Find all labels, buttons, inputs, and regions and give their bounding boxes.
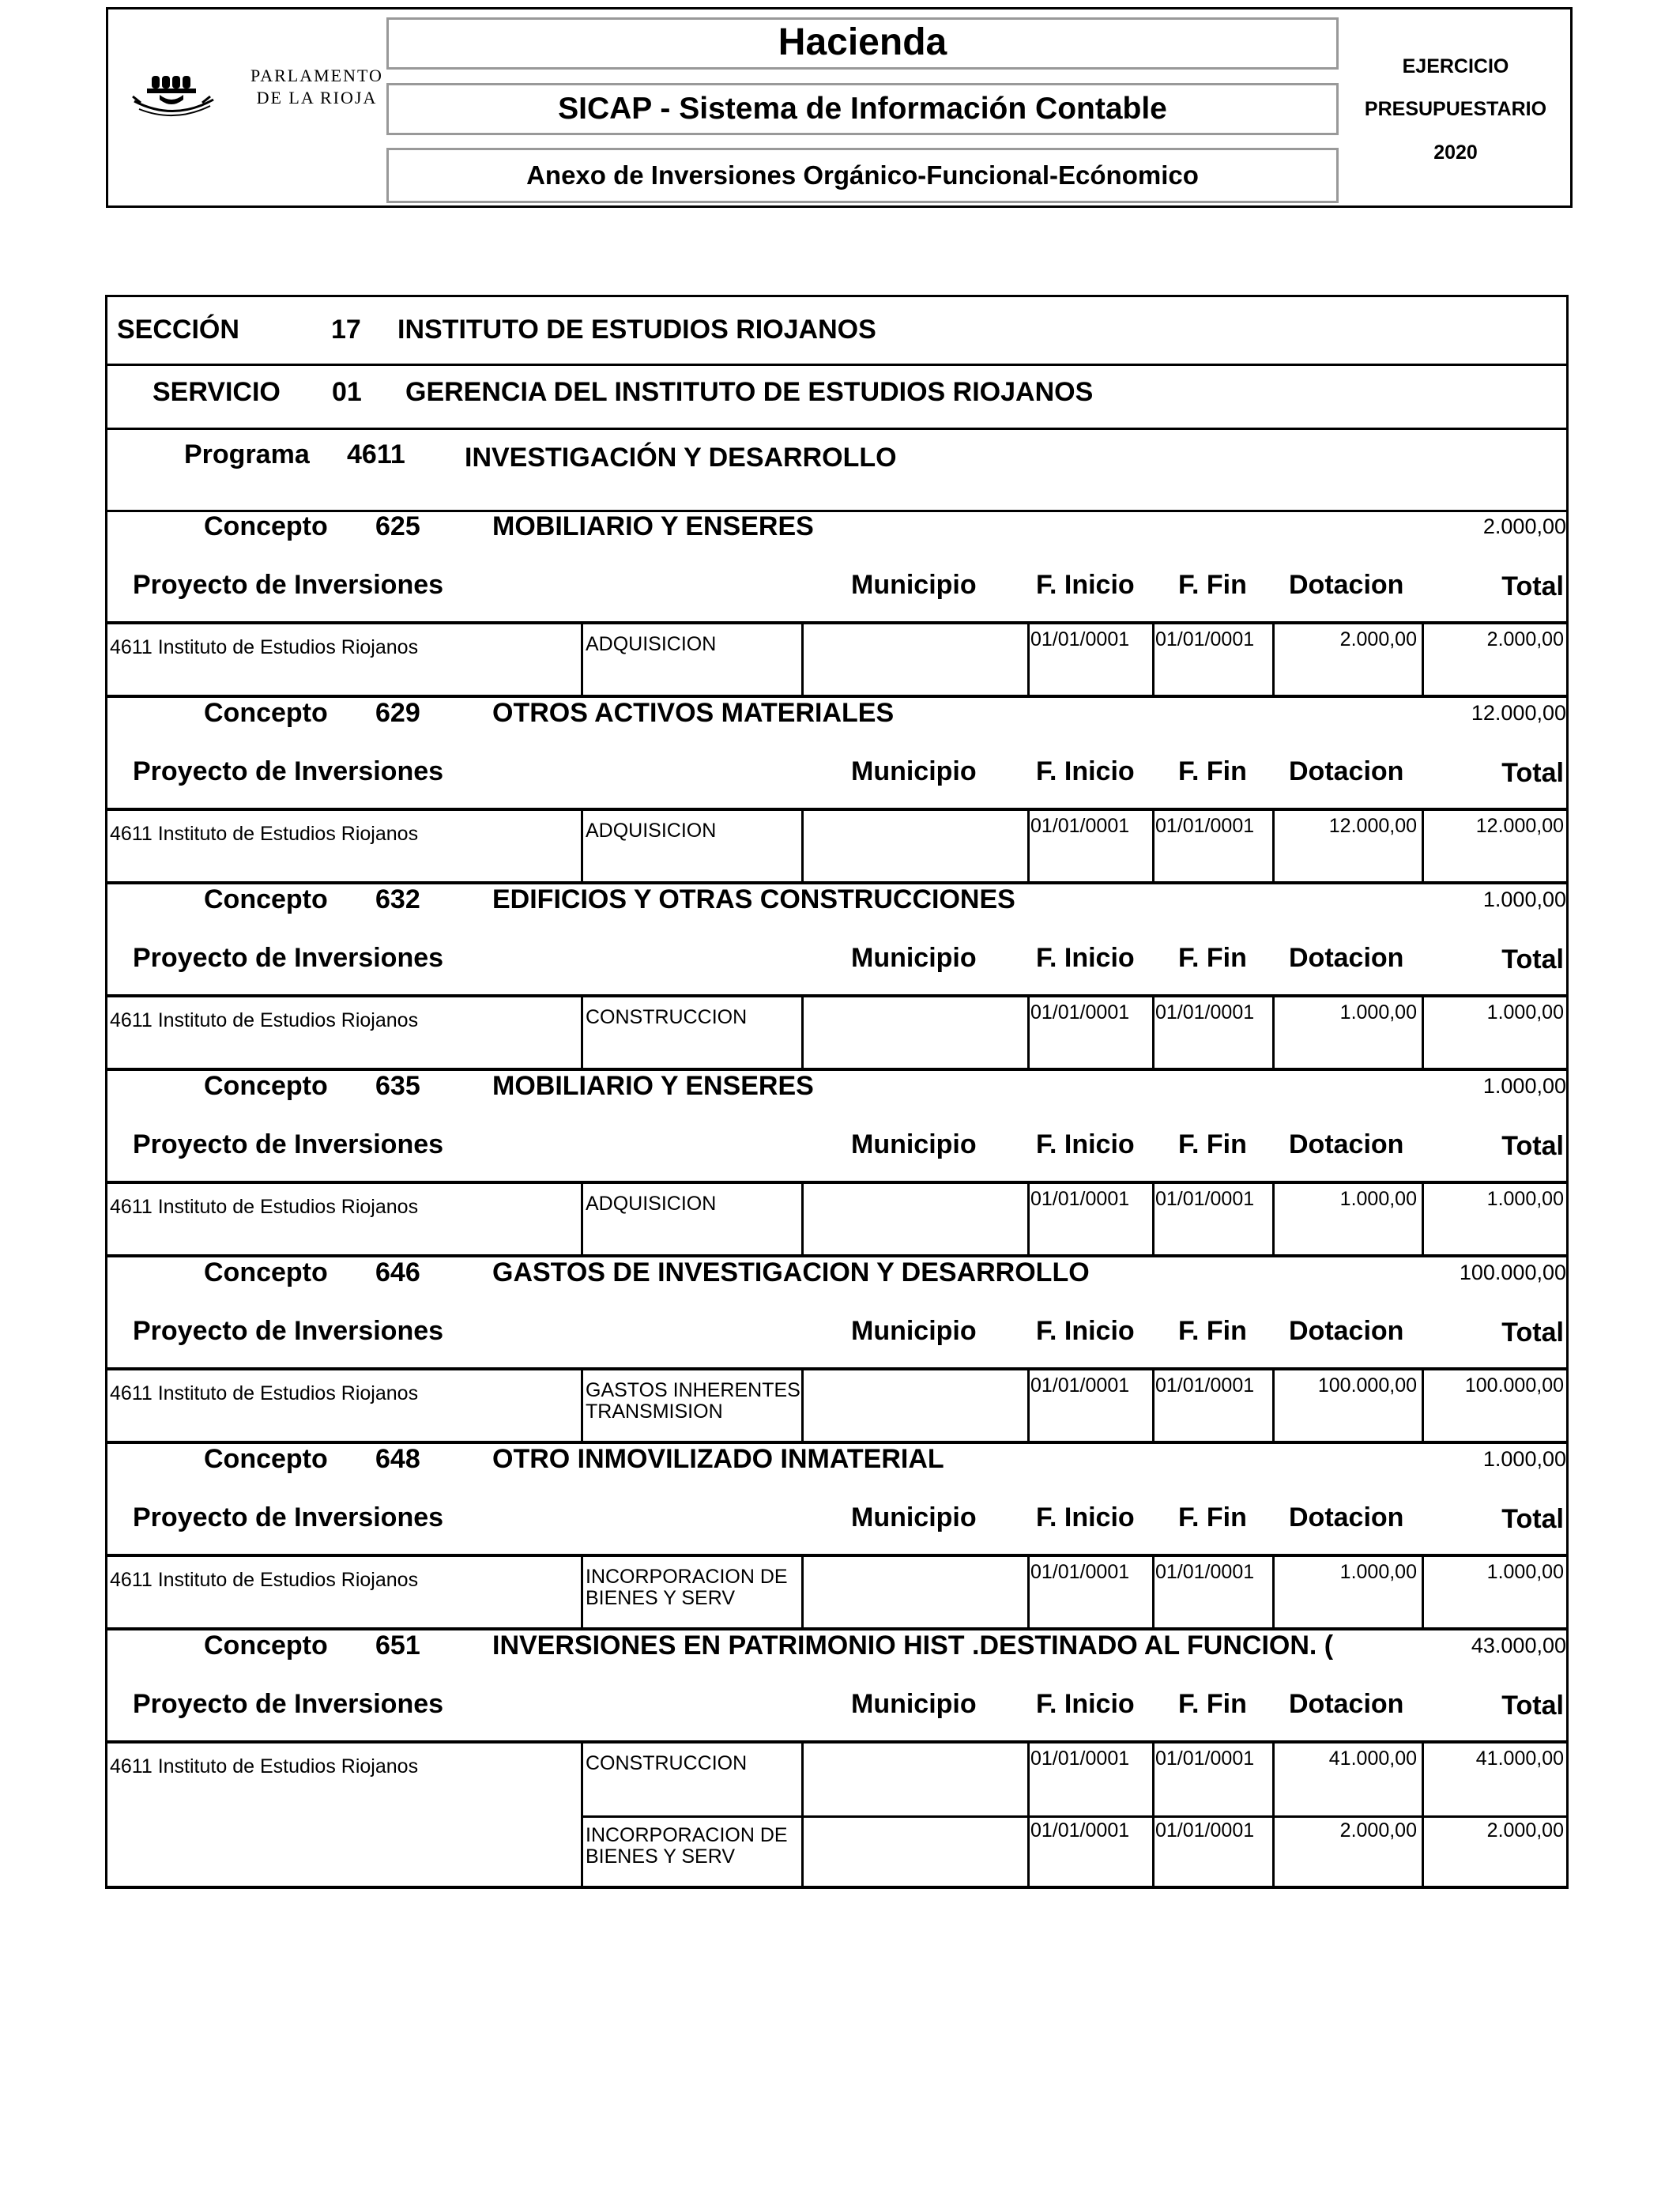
table-rule: [801, 811, 804, 884]
logo-text: PARLAMENTO DE LA RIOJA: [250, 66, 383, 107]
concepto-name: GASTOS DE INVESTIGACION Y DESARROLLO: [492, 1257, 1090, 1287]
concepto-block: [105, 1630, 1569, 1889]
table-rule: [1027, 1744, 1030, 1889]
concepto-total: 1.000,00: [1482, 1447, 1566, 1471]
concepto-code: 625: [375, 511, 420, 541]
concepto-name: INVERSIONES EN PATRIMONIO HIST .DESTINADO AL FUNCION. (: [492, 1630, 1334, 1661]
cell-dotacion: 12.000,00: [1328, 815, 1417, 837]
cell-proyecto: 4611 Instituto de Estudios Riojanos: [110, 823, 419, 845]
cell-f-fin: 01/01/0001: [1155, 1001, 1255, 1023]
cell-total: 2.000,00: [1486, 628, 1564, 650]
seccion-code: 17: [331, 315, 361, 345]
table-rule: [1422, 624, 1424, 698]
cell-f-fin: 01/01/0001: [1155, 1188, 1255, 1210]
cell-f-fin: 01/01/0001: [1155, 1561, 1255, 1583]
concepto-code: 651: [375, 1630, 420, 1661]
header-dotacion: Dotacion: [1289, 756, 1404, 786]
header-f-inicio: F. Inicio: [1036, 1502, 1135, 1532]
cell-dotacion: 41.000,00: [1328, 1747, 1417, 1770]
table-rule: [801, 624, 804, 698]
table-rule: [801, 1744, 804, 1889]
concepto-label: Concepto: [204, 1444, 328, 1474]
table-rule: [1422, 1557, 1424, 1630]
header-dotacion: Dotacion: [1289, 943, 1404, 973]
header-municipio: Municipio: [851, 1689, 977, 1719]
concepto-label: Concepto: [204, 1630, 328, 1661]
table-row: [105, 811, 1569, 883]
cell-tipo: INCORPORACION DE BIENES Y SERV: [586, 1824, 788, 1868]
servicio-code: 01: [332, 377, 362, 407]
cell-f-fin: 01/01/0001: [1155, 628, 1255, 650]
header-total: Total: [1501, 1691, 1564, 1721]
cell-total: 41.000,00: [1475, 1747, 1564, 1770]
cell-tipo: ADQUISICION: [586, 633, 717, 655]
table-row: [105, 1184, 1569, 1256]
header-f-inicio: F. Inicio: [1036, 1129, 1135, 1159]
cell-tipo: ADQUISICION: [586, 820, 717, 842]
budget-year: 2020: [1433, 141, 1478, 164]
table-rule: [1272, 811, 1275, 884]
cell-dotacion: 1.000,00: [1339, 1561, 1417, 1583]
cell-tipo: CONSTRUCCION: [586, 1006, 748, 1028]
table-rule: [1422, 997, 1424, 1071]
table-rule: [1152, 1184, 1155, 1257]
concepto-name: OTRO INMOVILIZADO INMATERIAL: [492, 1444, 944, 1474]
cell-total: 1.000,00: [1486, 1561, 1564, 1583]
table-rule: [801, 1370, 804, 1444]
table-rule: [581, 1557, 583, 1630]
cell-f-fin: 01/01/0001: [1155, 1819, 1255, 1842]
header-proyecto: Proyecto de Inversiones: [133, 1502, 444, 1532]
cell-tipo: ADQUISICION: [586, 1193, 717, 1215]
cell-total: 2.000,00: [1486, 1819, 1564, 1842]
header-f-fin: F. Fin: [1178, 943, 1247, 973]
cell-f-inicio: 01/01/0001: [1030, 1747, 1130, 1770]
table-rule: [1152, 624, 1155, 698]
programa-label: Programa: [184, 439, 310, 469]
header-f-fin: F. Fin: [1178, 756, 1247, 786]
table-rule: [1272, 1744, 1275, 1889]
header-f-inicio: F. Inicio: [1036, 570, 1135, 600]
header-f-fin: F. Fin: [1178, 1316, 1247, 1346]
header-dotacion: Dotacion: [1289, 1129, 1404, 1159]
concepto-block: [105, 1071, 1569, 1257]
header-proyecto: Proyecto de Inversiones: [133, 943, 444, 973]
cell-f-inicio: 01/01/0001: [1030, 1001, 1130, 1023]
cell-proyecto: 4611 Instituto de Estudios Riojanos: [110, 1382, 419, 1404]
cell-proyecto: 4611 Instituto de Estudios Riojanos: [110, 1569, 419, 1591]
header-municipio: Municipio: [851, 1129, 977, 1159]
cell-tipo: GASTOS INHERENTES TRANSMISION: [586, 1379, 800, 1423]
cell-dotacion: 100.000,00: [1317, 1374, 1417, 1397]
concepto-label: Concepto: [204, 511, 328, 541]
programa-name: INVESTIGACIÓN Y DESARROLLO: [465, 443, 897, 473]
header-total: Total: [1501, 758, 1564, 788]
cell-proyecto: 4611 Instituto de Estudios Riojanos: [110, 1009, 419, 1031]
header-dotacion: Dotacion: [1289, 570, 1404, 600]
cell-tipo: CONSTRUCCION: [586, 1752, 748, 1774]
cell-f-inicio: 01/01/0001: [1030, 1188, 1130, 1210]
cell-proyecto: 4611 Instituto de Estudios Riojanos: [110, 636, 419, 658]
concepto-name: EDIFICIOS Y OTRAS CONSTRUCCIONES: [492, 884, 1015, 914]
table-rule: [1152, 1370, 1155, 1444]
header-total: Total: [1501, 1131, 1564, 1161]
table-rule: [1027, 811, 1030, 884]
table-row: [105, 1370, 1569, 1442]
cell-f-fin: 01/01/0001: [1155, 1374, 1255, 1397]
servicio-label: SERVICIO: [153, 377, 281, 407]
concepto-total: 43.000,00: [1471, 1634, 1566, 1657]
header-f-inicio: F. Inicio: [1036, 1689, 1135, 1719]
table-rule: [1027, 997, 1030, 1071]
header-municipio: Municipio: [851, 570, 977, 600]
cell-f-fin: 01/01/0001: [1155, 815, 1255, 837]
header-dotacion: Dotacion: [1289, 1689, 1404, 1719]
page-title: Hacienda: [386, 17, 1339, 70]
concepto-block: [105, 511, 1569, 698]
table-row: [105, 1744, 1569, 1815]
header-f-inicio: F. Inicio: [1036, 756, 1135, 786]
header-proyecto: Proyecto de Inversiones: [133, 756, 444, 786]
concepto-code: 632: [375, 884, 420, 914]
table-rule: [1027, 624, 1030, 698]
table-rule: [105, 1886, 1569, 1889]
concepto-block: [105, 884, 1569, 1071]
table-rule: [581, 1744, 583, 1889]
cell-proyecto: 4611 Instituto de Estudios Riojanos: [110, 1755, 419, 1777]
header-municipio: Municipio: [851, 1316, 977, 1346]
seccion-label: SECCIÓN: [117, 315, 239, 345]
concepto-code: 646: [375, 1257, 420, 1287]
table-row: [105, 624, 1569, 696]
header-municipio: Municipio: [851, 1502, 977, 1532]
header-municipio: Municipio: [851, 943, 977, 973]
cell-total: 100.000,00: [1464, 1374, 1564, 1397]
concepto-total: 100.000,00: [1459, 1261, 1566, 1284]
concepto-total: 2.000,00: [1482, 515, 1566, 538]
table-rule: [581, 997, 583, 1071]
cell-proyecto: 4611 Instituto de Estudios Riojanos: [110, 1196, 419, 1218]
table-rule: [581, 1815, 1569, 1818]
table-rule: [801, 1557, 804, 1630]
table-rule: [1272, 997, 1275, 1071]
concepto-total: 1.000,00: [1482, 888, 1566, 911]
header-total: Total: [1501, 571, 1564, 601]
table-rule: [1272, 624, 1275, 698]
table-rule: [1422, 1370, 1424, 1444]
table-rule: [1152, 1744, 1155, 1889]
concepto-code: 629: [375, 698, 420, 728]
concepto-name: MOBILIARIO Y ENSERES: [492, 511, 814, 541]
header-f-inicio: F. Inicio: [1036, 943, 1135, 973]
programa-code: 4611: [347, 439, 405, 469]
table-rule: [581, 624, 583, 698]
table-rule: [1152, 1557, 1155, 1630]
header-proyecto: Proyecto de Inversiones: [133, 1129, 444, 1159]
concepto-total: 12.000,00: [1471, 701, 1566, 725]
table-row: [105, 1557, 1569, 1629]
concepto-block: [105, 698, 1569, 884]
servicio-name: GERENCIA DEL INSTITUTO DE ESTUDIOS RIOJANOS: [405, 377, 1094, 407]
header-f-fin: F. Fin: [1178, 1502, 1247, 1532]
header-total: Total: [1501, 1318, 1564, 1348]
table-rule: [581, 811, 583, 884]
concepto-label: Concepto: [204, 1071, 328, 1101]
header-f-inicio: F. Inicio: [1036, 1316, 1135, 1346]
table-rule: [1272, 1557, 1275, 1630]
header-f-fin: F. Fin: [1178, 570, 1247, 600]
table-rule: [801, 1184, 804, 1257]
concepto-total: 1.000,00: [1482, 1074, 1566, 1098]
seccion-name: INSTITUTO DE ESTUDIOS RIOJANOS: [397, 315, 876, 345]
table-rule: [1152, 811, 1155, 884]
header-dotacion: Dotacion: [1289, 1502, 1404, 1532]
concepto-block: [105, 1257, 1569, 1444]
table-rule: [1422, 811, 1424, 884]
cell-dotacion: 2.000,00: [1339, 628, 1417, 650]
header-municipio: Municipio: [851, 756, 977, 786]
concepto-label: Concepto: [204, 698, 328, 728]
cell-f-inicio: 01/01/0001: [1030, 628, 1130, 650]
parliament-crest-icon: [128, 65, 231, 128]
concepto-name: OTROS ACTIVOS MATERIALES: [492, 698, 895, 728]
cell-f-inicio: 01/01/0001: [1030, 815, 1130, 837]
table-rule: [581, 1184, 583, 1257]
header-proyecto: Proyecto de Inversiones: [133, 1689, 444, 1719]
presupuestario-label: PRESUPUESTARIO: [1364, 98, 1547, 120]
header-f-fin: F. Fin: [1178, 1129, 1247, 1159]
table-rule: [1422, 1184, 1424, 1257]
header-dotacion: Dotacion: [1289, 1316, 1404, 1346]
cell-tipo: INCORPORACION DE BIENES Y SERV: [586, 1566, 788, 1609]
table-rule: [1027, 1184, 1030, 1257]
concepto-block: [105, 1444, 1569, 1630]
concepto-code: 648: [375, 1444, 420, 1474]
cell-dotacion: 2.000,00: [1339, 1819, 1417, 1842]
table-rule: [581, 1370, 583, 1444]
report-name: Anexo de Inversiones Orgánico-Funcional-Ecónomico: [386, 148, 1339, 203]
table-rule: [1422, 1744, 1424, 1889]
concepto-label: Concepto: [204, 884, 328, 914]
header-proyecto: Proyecto de Inversiones: [133, 570, 444, 600]
report-header: [106, 7, 1573, 208]
table-rule: [1272, 1370, 1275, 1444]
cell-f-inicio: 01/01/0001: [1030, 1819, 1130, 1842]
ejercicio-label: EJERCICIO: [1402, 55, 1509, 77]
cell-total: 1.000,00: [1486, 1188, 1564, 1210]
table-row: [105, 997, 1569, 1069]
concepto-name: MOBILIARIO Y ENSERES: [492, 1071, 814, 1101]
concepto-label: Concepto: [204, 1257, 328, 1287]
table-rule: [1027, 1557, 1030, 1630]
cell-dotacion: 1.000,00: [1339, 1188, 1417, 1210]
cell-total: 1.000,00: [1486, 1001, 1564, 1023]
table-rule: [1272, 1184, 1275, 1257]
header-proyecto: Proyecto de Inversiones: [133, 1316, 444, 1346]
cell-f-fin: 01/01/0001: [1155, 1747, 1255, 1770]
cell-f-inicio: 01/01/0001: [1030, 1561, 1130, 1583]
cell-f-inicio: 01/01/0001: [1030, 1374, 1130, 1397]
table-rule: [1152, 997, 1155, 1071]
concepto-code: 635: [375, 1071, 420, 1101]
table-rule: [1027, 1370, 1030, 1444]
system-subtitle: SICAP - Sistema de Información Contable: [386, 83, 1339, 135]
table-row: [105, 1815, 1569, 1887]
header-total: Total: [1501, 1504, 1564, 1534]
header-total: Total: [1501, 944, 1564, 974]
table-rule: [801, 997, 804, 1071]
header-f-fin: F. Fin: [1178, 1689, 1247, 1719]
cell-total: 12.000,00: [1475, 815, 1564, 837]
cell-dotacion: 1.000,00: [1339, 1001, 1417, 1023]
investment-annex-table: [105, 295, 1569, 1888]
